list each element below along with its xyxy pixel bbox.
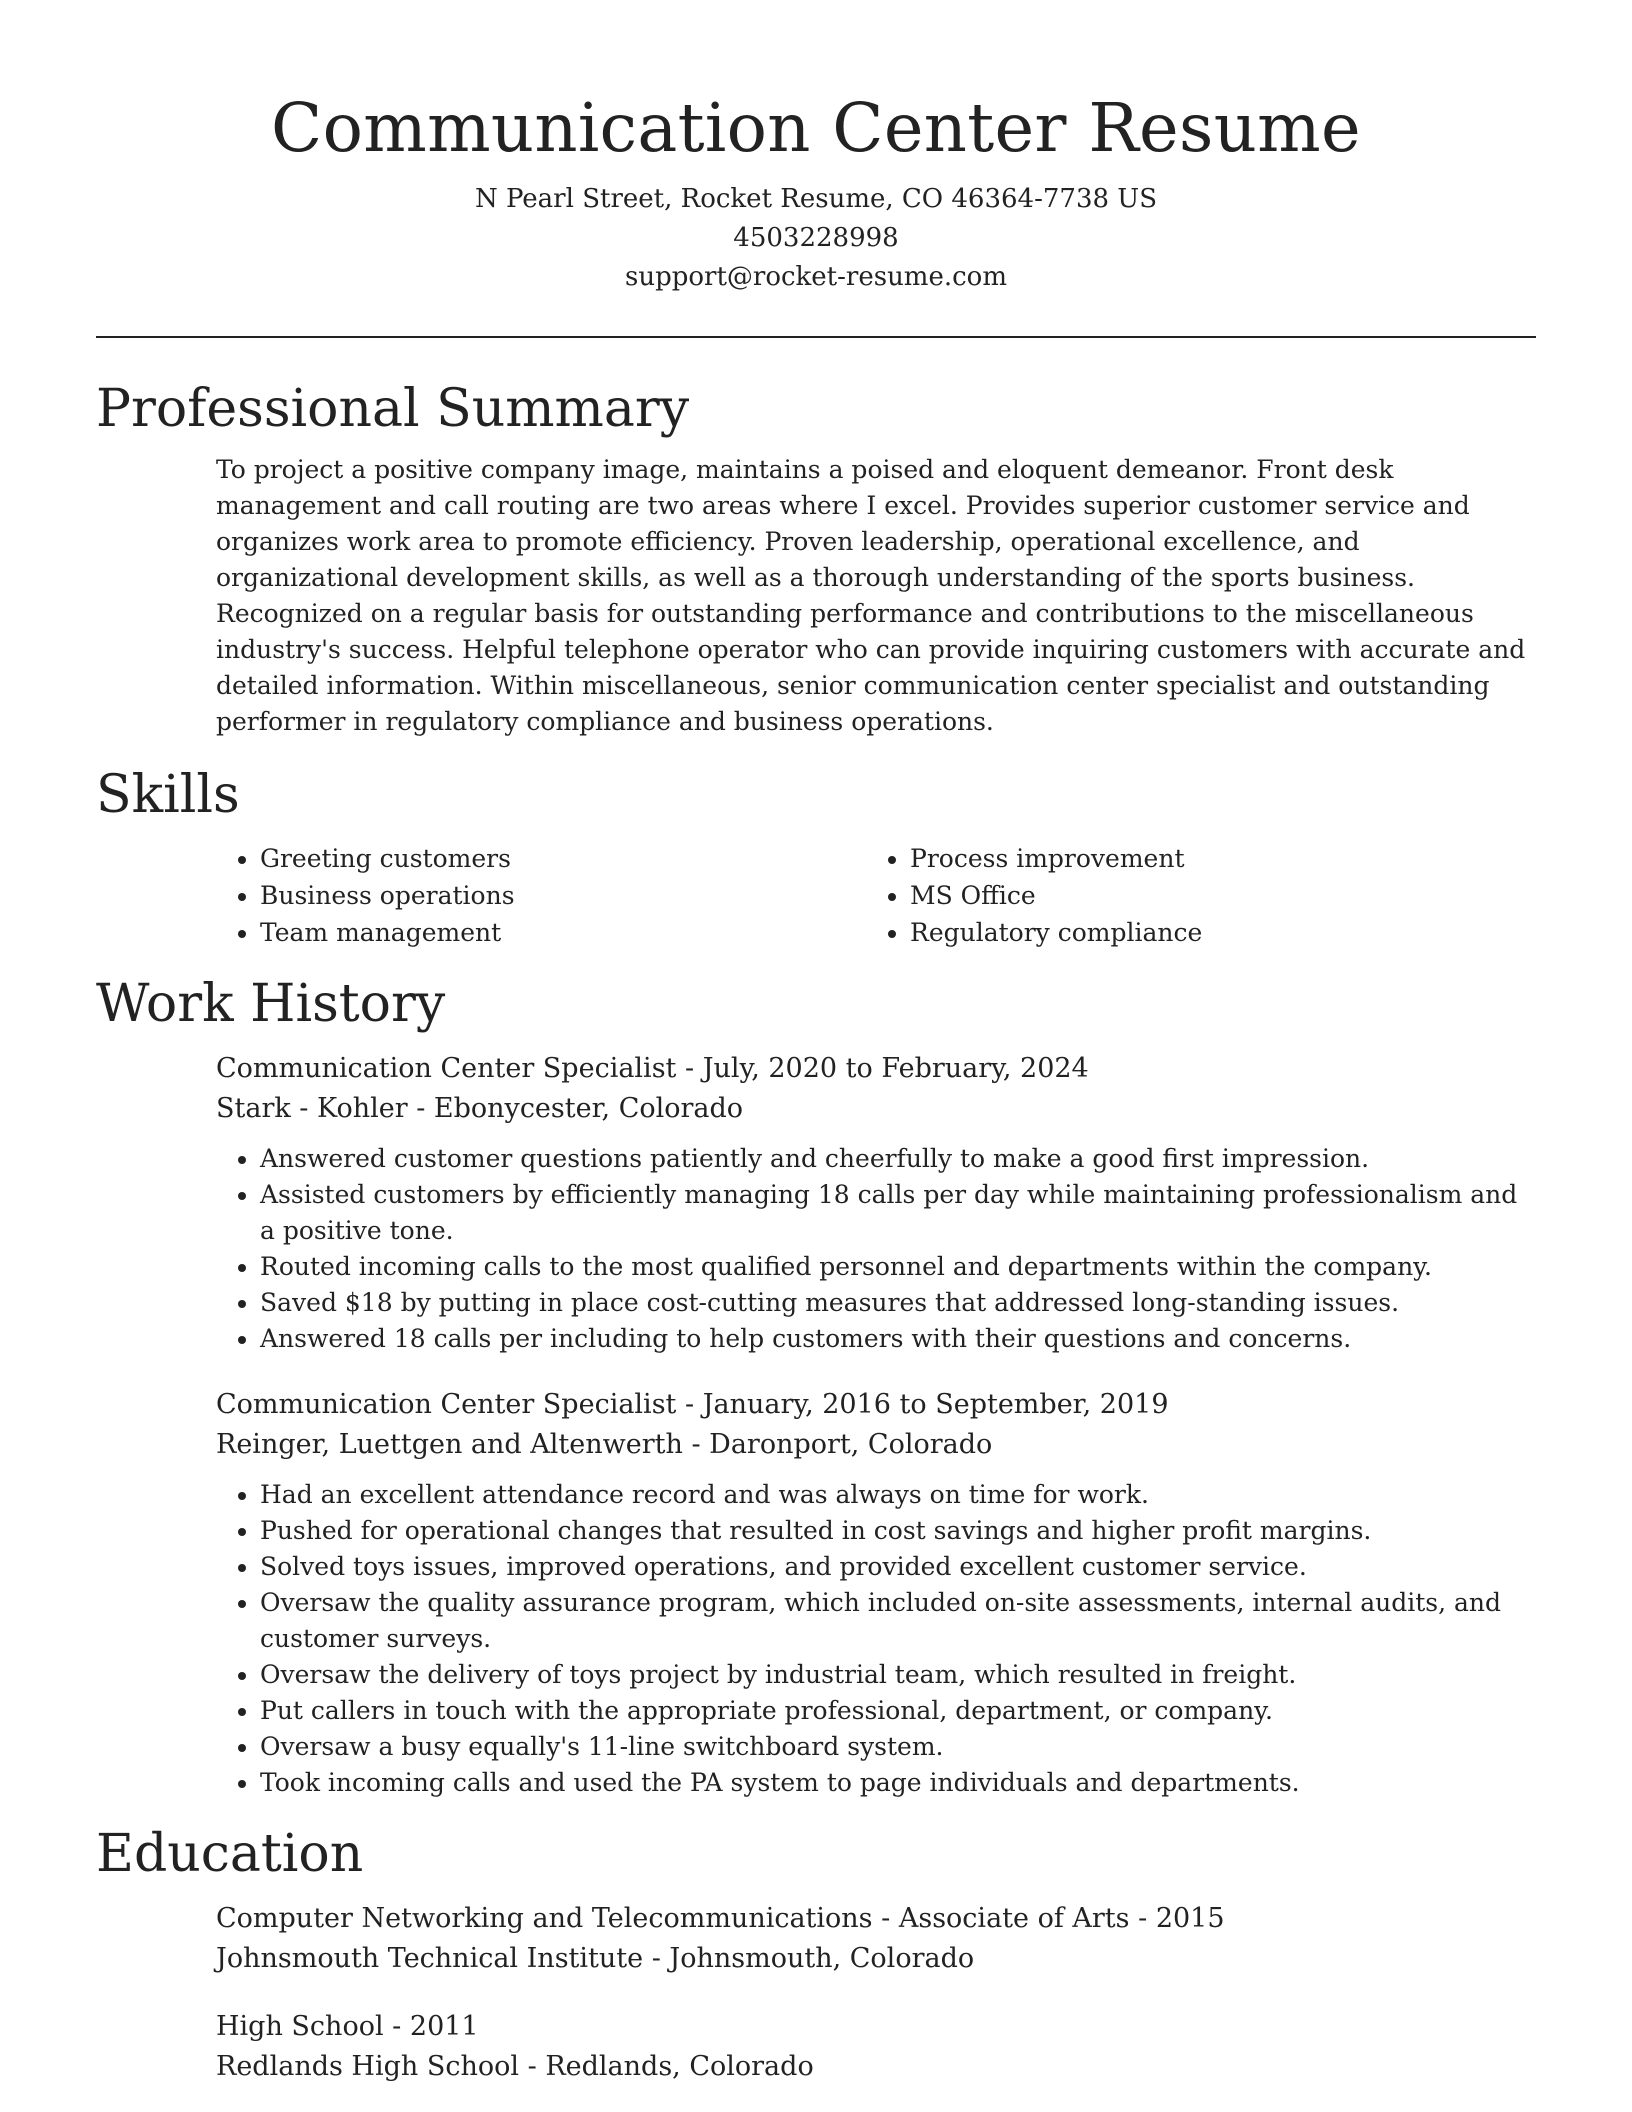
address: N Pearl Street, Rocket Resume, CO 46364-7738 US bbox=[474, 184, 1158, 214]
education-location: Redlands, Colorado bbox=[545, 2051, 814, 2082]
education-entry bbox=[216, 1899, 1536, 1979]
section-title-work: Work History bbox=[96, 974, 446, 1034]
education-section bbox=[96, 1823, 1536, 2087]
job-title: Communication Center Specialist bbox=[216, 1053, 677, 1084]
section-title-summary: Professional Summary bbox=[96, 379, 690, 439]
phone-number: 4503228998 bbox=[733, 223, 899, 253]
skills-list-right bbox=[866, 840, 1516, 951]
job-company: Reinger, Luettgen and Altenwerth bbox=[216, 1429, 683, 1460]
header-divider bbox=[96, 336, 1536, 338]
job-location: Daronport, Colorado bbox=[709, 1429, 993, 1460]
education-entry bbox=[216, 2007, 1536, 2087]
job-dates: January, 2016 to September, 2019 bbox=[702, 1389, 1169, 1420]
job-company-line: Stark - Kohler - Ebonycester, Colorado bbox=[216, 1093, 744, 1124]
skill-item: • Team management bbox=[260, 914, 866, 951]
education-degree-line: Computer Networking and Telecommunications - Associate of Arts - 2015 bbox=[216, 1903, 1225, 1934]
skill-item: • Greeting customers bbox=[260, 840, 866, 877]
education-degree: Associate of Arts bbox=[898, 1903, 1130, 1934]
section-title-education: Education bbox=[96, 1824, 364, 1884]
job-bullets bbox=[216, 1141, 1536, 1357]
skills-grid bbox=[216, 840, 1536, 951]
job-bullet: • Oversaw the delivery of toys project by industrial team, which resulted in freight. bbox=[260, 1657, 1536, 1693]
job-entry bbox=[216, 1049, 1536, 1357]
education-degree-line: High School - 2011 bbox=[216, 2011, 479, 2042]
job-bullet: • Put callers in touch with the appropriate professional, department, or company. bbox=[260, 1693, 1536, 1729]
professional-summary-section bbox=[96, 378, 1536, 740]
job-bullet: • Had an excellent attendance record and was always on time for work. bbox=[260, 1477, 1536, 1513]
job-entry bbox=[216, 1385, 1536, 1801]
job-title-line: Communication Center Specialist - January, 2016 to September, 2019 bbox=[216, 1389, 1169, 1420]
job-bullet: • Routed incoming calls to the most qualified personnel and departments within the company. bbox=[260, 1249, 1536, 1285]
skills-section bbox=[96, 764, 1536, 951]
skill-item: • Regulatory compliance bbox=[910, 914, 1516, 951]
job-bullet: • Solved toys issues, improved operations, and provided excellent customer service. bbox=[260, 1549, 1536, 1585]
education-school-line: Johnsmouth Technical Institute - Johnsmouth, Colorado bbox=[216, 1943, 975, 1974]
job-location: Ebonycester, Colorado bbox=[433, 1093, 744, 1124]
work-history-section bbox=[96, 973, 1536, 1801]
job-bullet: • Oversaw the quality assurance program, which included on-site assessments, internal audits, and customer surveys. bbox=[260, 1585, 1536, 1657]
skills-list-left bbox=[216, 840, 866, 951]
job-company-line: Reinger, Luettgen and Altenwerth - Daronport, Colorado bbox=[216, 1429, 993, 1460]
education-school: Johnsmouth Technical Institute bbox=[216, 1943, 644, 1974]
education-field: High School bbox=[216, 2011, 384, 2042]
job-bullet: • Assisted customers by efficiently managing 18 calls per day while maintaining professionalism and a positive tone. bbox=[260, 1177, 1536, 1249]
job-bullet: • Took incoming calls and used the PA system to page individuals and departments. bbox=[260, 1765, 1536, 1801]
job-bullet: • Pushed for operational changes that resulted in cost savings and higher profit margins. bbox=[260, 1513, 1536, 1549]
education-field: Computer Networking and Telecommunications bbox=[216, 1903, 873, 1934]
education-location: Johnsmouth, Colorado bbox=[669, 1943, 975, 1974]
job-title-line: Communication Center Specialist - July, 2020 to February, 2024 bbox=[216, 1053, 1089, 1084]
job-bullets bbox=[216, 1477, 1536, 1801]
education-school-line: Redlands High School - Redlands, Colorado bbox=[216, 2051, 814, 2082]
job-company: Stark - Kohler bbox=[216, 1093, 408, 1124]
job-title: Communication Center Specialist bbox=[216, 1389, 677, 1420]
summary-text: To project a positive company image, maintains a poised and eloquent demeanor. Front desk management and call routing are two areas where I excel. Provides superior customer service and organizes work area to promote efficiency. Proven leadership, operational excellence, and organizational development skills, as well as a thorough understanding of the sports business. Recognized on a regular basis for outstanding performance and contributions to the miscellaneous industry's success. Helpful telephone operator who can provide inquiring customers with accurate and detailed information. Within miscellaneous, senior communication center specialist and outstanding performer in regulatory compliance and business operations. bbox=[216, 455, 1526, 736]
email-address: support@rocket-resume.com bbox=[624, 262, 1007, 292]
resume-title: Communication Center Resume bbox=[271, 89, 1361, 167]
education-year: 2015 bbox=[1155, 1903, 1225, 1934]
job-bullet: • Answered 18 calls per including to help customers with their questions and concerns. bbox=[260, 1321, 1536, 1357]
job-dates: July, 2020 to February, 2024 bbox=[702, 1053, 1089, 1084]
skill-item: • Process improvement bbox=[910, 840, 1516, 877]
job-bullet: • Oversaw a busy equally's 11-line switchboard system. bbox=[260, 1729, 1536, 1765]
education-year: 2011 bbox=[409, 2011, 479, 2042]
education-school: Redlands High School bbox=[216, 2051, 520, 2082]
job-bullet: • Saved $18 by putting in place cost-cutting measures that addressed long-standing issues. bbox=[260, 1285, 1536, 1321]
section-title-skills: Skills bbox=[96, 765, 240, 825]
job-bullet: • Answered customer questions patiently and cheerfully to make a good first impression. bbox=[260, 1141, 1536, 1177]
skill-item: • MS Office bbox=[910, 877, 1516, 914]
skill-item: • Business operations bbox=[260, 877, 866, 914]
contact-info bbox=[96, 180, 1536, 297]
resume-header bbox=[96, 0, 1536, 297]
